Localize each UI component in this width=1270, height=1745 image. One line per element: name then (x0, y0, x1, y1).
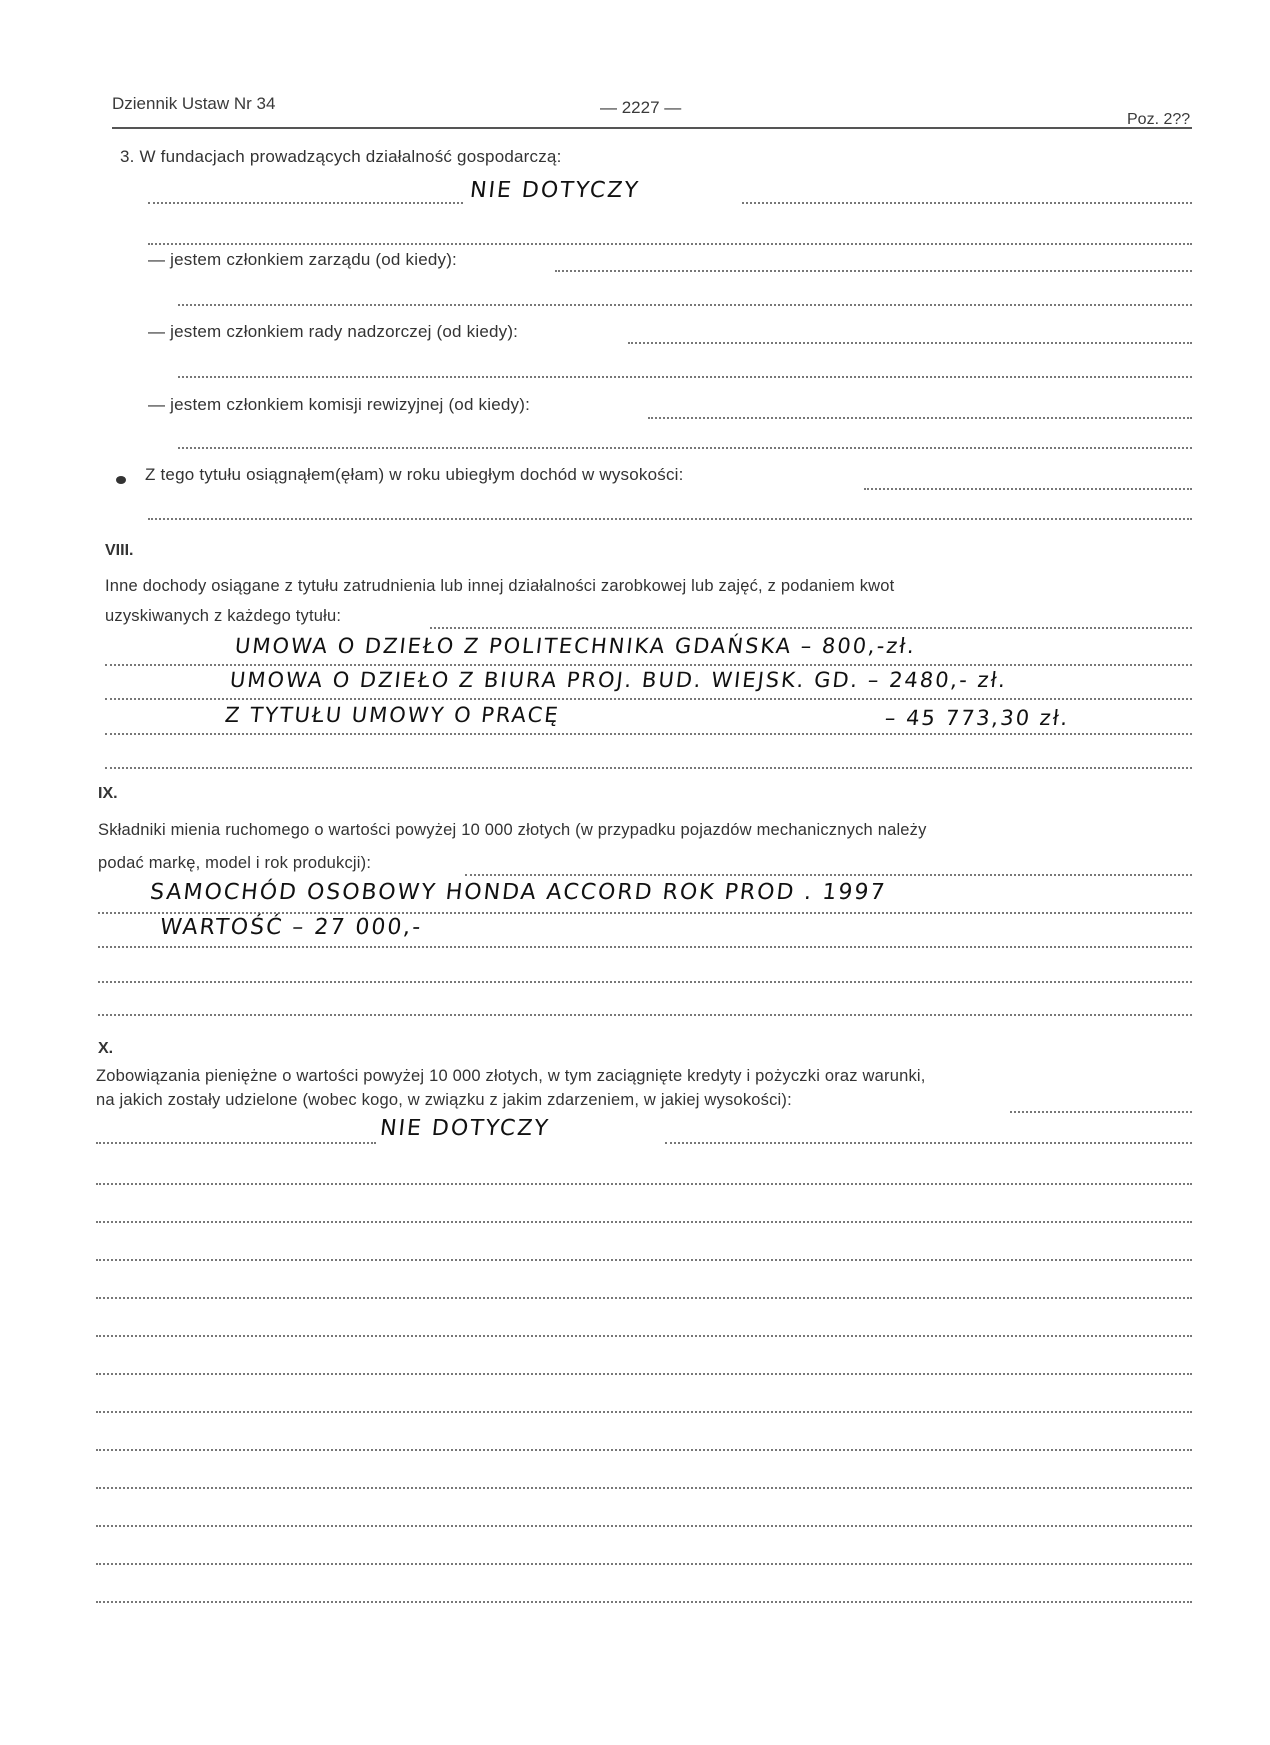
section-9-text-line2: podać markę, model i rok produkcji): (98, 854, 372, 872)
handwritten-income-2: UMOWA O DZIEŁO Z BIURA PROJ. BUD. WIEJSK. GD. – 2480,- zł. (228, 668, 1009, 692)
handwritten-income-3: Z TYTUŁU UMOWY O PRACĘ (223, 703, 561, 727)
blank-line (96, 1525, 1192, 1527)
blank-line (96, 1259, 1192, 1261)
blank-line (96, 1449, 1192, 1451)
liabilities-line (1010, 1111, 1192, 1113)
movable-assets-line (465, 874, 1192, 876)
header-rule (112, 127, 1192, 129)
position-number: Poz. 2?? (1127, 111, 1191, 128)
handwritten-assets-1: SAMOCHÓD OSOBOWY HONDA ACCORD ROK PROD . 1997 (148, 880, 888, 905)
section-10-label: X. (98, 1040, 114, 1057)
audit-member-label: — jestem członkiem komisji rewizyjnej (od kiedy): (148, 395, 531, 414)
blank-line (96, 1373, 1192, 1375)
section-8-text-line1: Inne dochody osiągane z tytułu zatrudnienia lub innej działalności zarobkowej lub zajęć, z podaniem kwot (105, 577, 895, 595)
blank-line (96, 1601, 1192, 1603)
answer-line (96, 1142, 376, 1144)
handwritten-income-1: UMOWA O DZIEŁO Z POLITECHNIKA GDAŃSKA – 800,-zł. (233, 634, 918, 658)
blank-line (96, 1183, 1192, 1185)
board-member-label: — jestem członkiem zarządu (od kiedy): (148, 250, 457, 269)
supervisory-member-line (628, 342, 1192, 344)
blank-line (178, 376, 1192, 378)
answer-line (742, 202, 1192, 204)
foundations-heading: 3. W fundacjach prowadzących działalność gospodarczą: (120, 147, 562, 166)
income-label: Z tego tytułu osiągnąłem(ęłam) w roku ubiegłym dochód w wysokości: (145, 465, 684, 484)
handwritten-liabilities-answer: NIE DOTYCZY (378, 1116, 551, 1141)
blank-line (96, 1335, 1192, 1337)
handwriting-line (105, 664, 1192, 666)
handwriting-line (98, 912, 1192, 914)
handwritten-answer: NIE DOTYCZY (468, 178, 641, 203)
blank-line (96, 1487, 1192, 1489)
blank-line (105, 767, 1192, 769)
section-10-text-line1: Zobowiązania pieniężne o wartości powyżej 10 000 złotych, w tym zaciągnięte kredyty i pożyczki oraz warunki, (96, 1067, 926, 1085)
blank-line (96, 1221, 1192, 1223)
income-details-line (430, 627, 1192, 629)
supervisory-member-label: — jestem członkiem rady nadzorczej (od kiedy): (148, 322, 519, 341)
income-line (864, 488, 1192, 490)
audit-member-line (648, 417, 1192, 419)
handwritten-income-3-amount: – 45 773,30 zł. (883, 706, 1071, 730)
journal-title: Dziennik Ustaw Nr 34 (112, 94, 276, 113)
blank-line (96, 1297, 1192, 1299)
section-9-text-line1: Składniki mienia ruchomego o wartości powyżej 10 000 złotych (w przypadku pojazdów mechanicznych należy (98, 821, 927, 839)
blank-line (96, 1411, 1192, 1413)
section-8-label: VIII. (105, 542, 134, 559)
section-9-label: IX. (98, 785, 118, 802)
blank-line (98, 981, 1192, 983)
section-10-text-line2: na jakich zostały udzielone (wobec kogo, w związku z jakim zdarzeniem, w jakiej wysokości): (96, 1091, 792, 1109)
blank-line (178, 304, 1192, 306)
answer-line (148, 202, 463, 204)
bullet-icon (116, 476, 126, 484)
blank-line (148, 518, 1192, 520)
handwriting-line (105, 733, 1192, 735)
blank-line (96, 1563, 1192, 1565)
blank-line (98, 1014, 1192, 1016)
blank-line (148, 243, 1192, 245)
handwriting-line (105, 698, 1192, 700)
handwritten-assets-2: WARTOŚĆ – 27 000,- (158, 915, 424, 940)
page-number: — 2227 — (600, 98, 682, 117)
handwriting-line (98, 946, 1192, 948)
blank-line (178, 447, 1192, 449)
answer-line (665, 1142, 1192, 1144)
section-8-text-line2: uzyskiwanych z każdego tytułu: (105, 607, 342, 625)
board-member-line (555, 270, 1192, 272)
